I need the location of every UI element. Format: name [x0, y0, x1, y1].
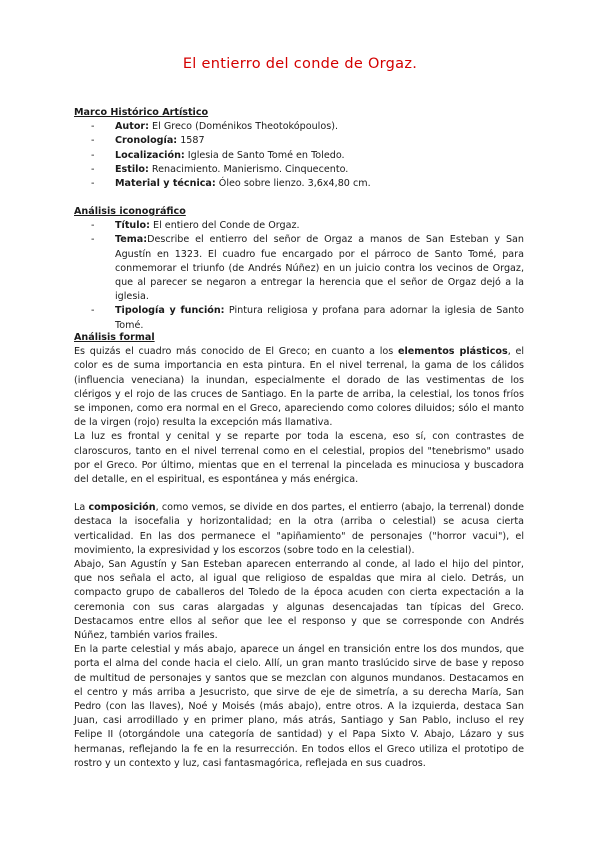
- item-text: Óleo sobre lienzo. 3,6x4,80 cm.: [215, 178, 371, 190]
- bold-term: elementos plásticos: [397, 346, 508, 358]
- page-title: El entierro del conde de Orgaz.: [182, 56, 418, 72]
- iconographic-heading: Análisis iconográfico: [74, 206, 186, 217]
- list-item: [74, 233, 524, 304]
- historic-list: [74, 120, 524, 191]
- paragraph-gap: [74, 487, 524, 501]
- historic-heading: Marco Histórico Artístico: [74, 107, 209, 118]
- text-run: , como vemos, se divide en dos partes, el entierro (abajo, la terrenal) donde destaca la isocefalia y horizontalidad; en la otra (arriba o celestial) se acusa cierta verticalidad. En las dos permanece el "apiñamiento" de personajes ("horror vacui"), el movimiento, la expresividad y los escorzos (sobre todo en la celestial).: [74, 502, 524, 556]
- paragraph: En la parte celestial y más abajo, aparece un ángel en transición entre los dos mundos, que porta el alma del conde hacia el cielo. Allí, un gran manto traslúcido sirve de base y reposo de multitud de personajes y santos que se mezclan con algunos mundanos. Destacamos en el centro y más arriba a Jesucristo, que sirve de eje de simetría, a su derecha María, San Pedro (con las llaves), Noé y Moisés (más abajo), entre otros. A la izquierda, destaca San Juan, casi arrodillado y en primer plano, más atrás, Santiago y San Pablo, incluso el rey Felipe II (otorgándole una categoría de santidad) y el Papa Sixto V. Abajo, Lázaro y sus hermanas, reflejando la fe en la resurrección. En todos ellos el Greco utiliza el prototipo de rostro y un contexto y luz, casi fantasmagórica, reflejada en sus cuadros.: [74, 644, 524, 769]
- item-text: Pintura religiosa y profana para adornar la iglesia de Santo Tomé.: [115, 305, 524, 331]
- list-item: [74, 163, 524, 177]
- item-text: El Greco (Doménikos Theotokópoulos).: [149, 121, 339, 133]
- list-item: [74, 304, 524, 332]
- item-label: Cronología:: [115, 135, 178, 147]
- formal-section: [74, 331, 524, 771]
- list-item: [74, 177, 524, 191]
- historic-section: [74, 106, 524, 191]
- list-item: [74, 120, 524, 134]
- item-label: Localización:: [115, 149, 185, 161]
- list-item: [74, 219, 524, 233]
- item-text: El entiero del Conde de Orgaz.: [149, 220, 300, 232]
- item-label: Estilo:: [115, 163, 149, 175]
- item-text: Iglesia de Santo Tomé en Toledo.: [184, 149, 345, 161]
- formal-heading: Análisis formal: [74, 332, 155, 343]
- paragraph: [74, 501, 524, 558]
- list-item: [74, 134, 524, 148]
- paragraph: Abajo, San Agustín y San Esteban aparecen enterrando al conde, al lado el hijo del pintor, que nos señala el acto, al igual que religioso de espaldas que mira al cielo. Detrás, un compacto grupo de caballeros del Toledo de la época acuden con cierta expectación a la ceremonia con sus caras alargadas y algunas desencajadas tan típicas del Greco. Destacamos entre ellos al señor que lee el responso y que se corresponde con Andrés Núñez, también varios frailes.: [74, 559, 524, 642]
- item-label: Título:: [115, 220, 150, 232]
- item-label: Material y técnica:: [115, 178, 216, 190]
- item-text: 1587: [177, 135, 205, 147]
- iconographic-section: [74, 205, 524, 333]
- item-label: Tema:: [115, 234, 148, 246]
- paragraph: La luz es frontal y cenital y se reparte por toda la escena, eso sí, con contrastes de claroscuros, tanto en el nivel terrenal como en el celestial, propios del "tenebrismo" usado por el Greco. Por último, mientas que en el terrenal la pincelada es minuciosa y buscadora del detalle, en el espiritual, es espontánea y más enérgica.: [74, 431, 524, 486]
- item-label: Tipología y función:: [115, 305, 225, 317]
- bold-term: composición: [88, 502, 156, 514]
- text-run: La: [74, 502, 89, 514]
- text-run: Es quizás el cuadro más conocido de El Greco; en cuanto a los: [74, 346, 398, 358]
- list-item: [74, 149, 524, 163]
- paragraph: [74, 345, 524, 430]
- item-text: Renacimiento. Manierismo. Cinquecento.: [148, 163, 349, 175]
- item-text: Describe el entierro del señor de Orgaz a manos de San Esteban y San Agustín en 1323. El cuadro fue encargado por el párroco de Santo Tomé, para conmemorar el triunfo (de Andrés Núñez) en un juicio contra los vecinos de Orgaz, que al parecer se negaron a entregar la herencia que el señor de Orgaz dejó a la iglesia.: [115, 234, 524, 303]
- iconographic-list: [74, 219, 524, 333]
- text-run: , el color es de suma importancia en esta pintura. En el nivel terrenal, la gama de los cálidos (influencia veneciana) la inundan, especialmente el dorado de las vestimentas de los clérigos y el rojo de las cruces de Santiago. En la parte de arriba, la celestial, los tonos fríos se imponen, como era normal en el Greco, apareciendo como colores diluidos; sólo el manto de la virgen (rojo) resulta la excepción más llamativa.: [74, 346, 525, 429]
- item-label: Autor:: [115, 121, 149, 133]
